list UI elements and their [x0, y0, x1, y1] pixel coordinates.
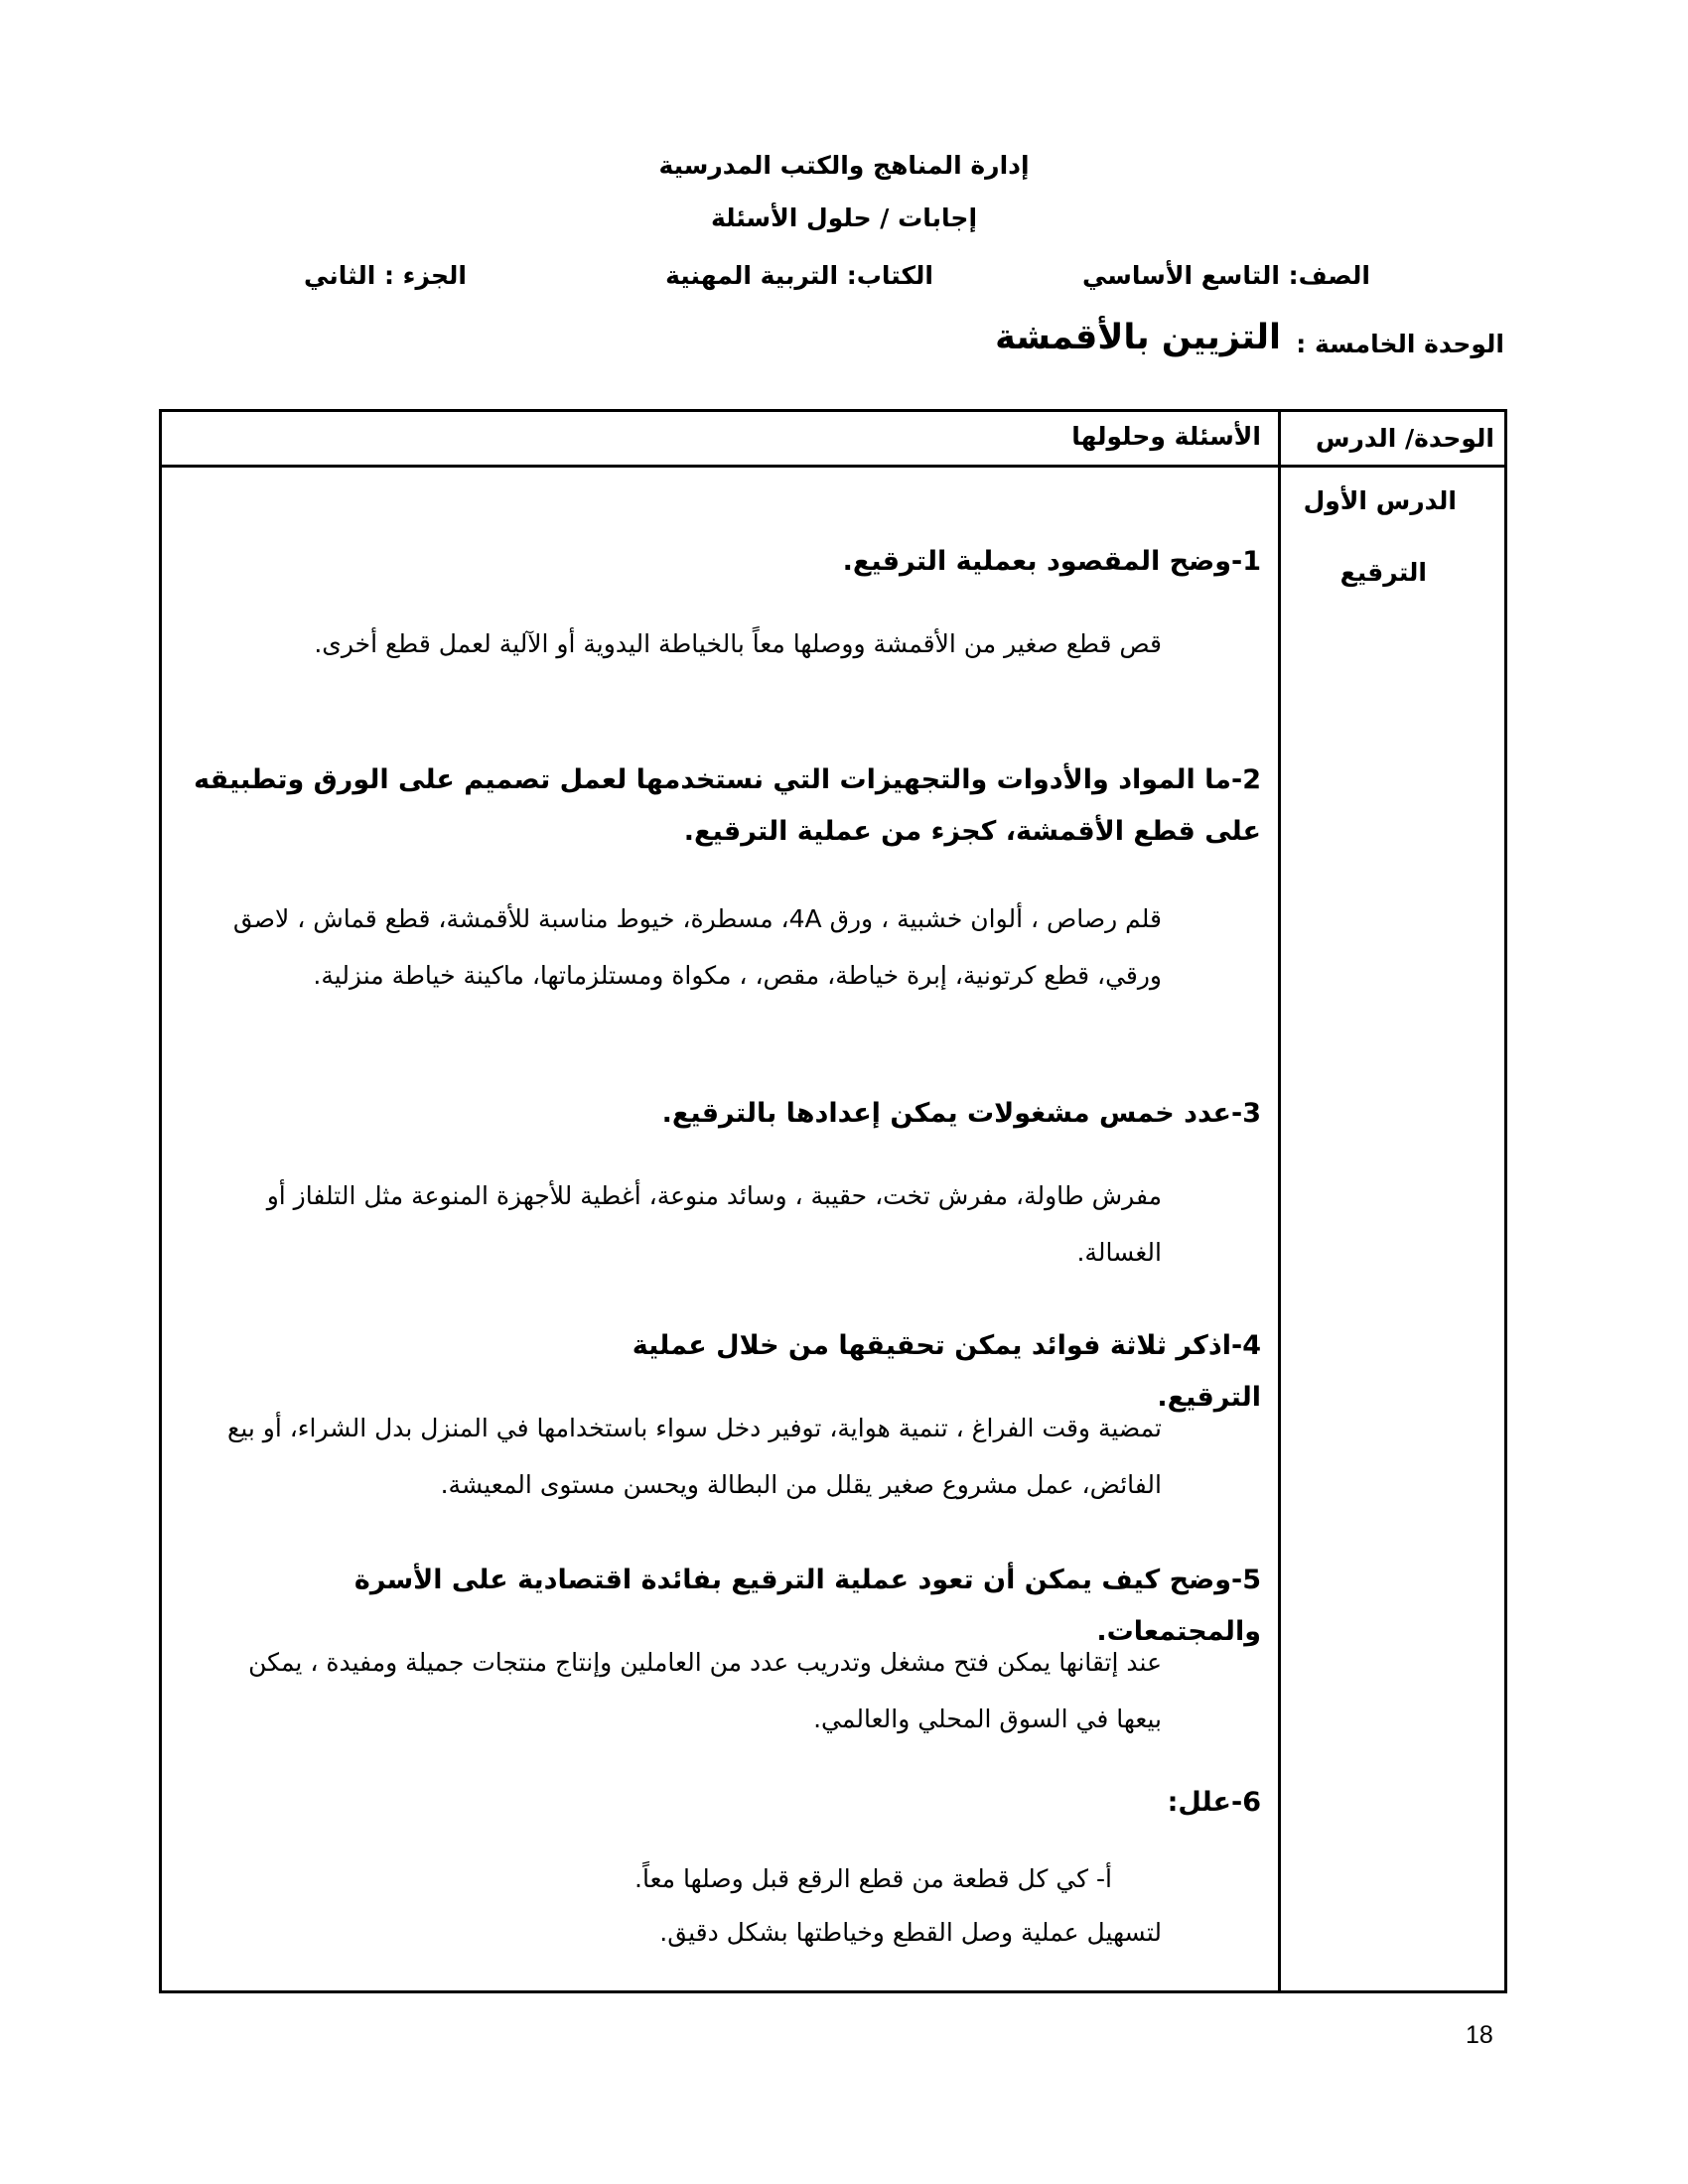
- column-divider: [1278, 412, 1281, 1990]
- lesson-name: الترقيع: [1339, 558, 1427, 587]
- question-5: 5-وضح كيف يمكن أن تعود عملية الترقيع بفائدة اقتصادية على الأسرة والمجتمعات.: [353, 1565, 1261, 1647]
- answer-4: تمضية وقت الفراغ ، تنمية هواية، توفير دخل سواء باستخدامها في المنزل بدل الشراء، أو بيع الفائض، عمل مشروع صغير يقلل من البطالة ويحسن مستوى المعيشة.: [227, 1414, 1162, 1499]
- unit-title: التزيين بالأقمشة: [995, 318, 1281, 357]
- question-4: 4-اذكر ثلاثة فوائد يمكن تحقيقها من خلال عملية الترقيع.: [632, 1330, 1261, 1413]
- question-3: 3-عدد خمس مشغولات يمكن إعدادها بالترقيع.: [661, 1098, 1261, 1129]
- question-1: 1-وضح المقصود بعملية الترقيع.: [842, 546, 1261, 577]
- answer-1: قص قطع صغير من الأقمشة ووصلها معاً بالخياطة اليدوية أو الآلية لعمل قطع أخرى.: [314, 629, 1162, 658]
- unit-label: الوحدة الخامسة :: [1296, 330, 1504, 358]
- question-2: 2-ما المواد والأدوات والتجهيزات التي نستخدمها لعمل تصميم على الورق وتطبيقه على قطع الأقمشة، كجزء من عملية الترقيع.: [194, 764, 1261, 847]
- column-header-questions: الأسئلة وحلولها: [1071, 422, 1261, 451]
- answer-5: عند إتقانها يمكن فتح مشغل وتدريب عدد من العاملين وإنتاج منتجات جميلة ومفيدة ، يمكن بيعها في السوق المحلي والعالمي.: [248, 1648, 1162, 1733]
- answer-6b: لتسهيل عملية وصل القطع وخياطتها بشكل دقيق.: [659, 1918, 1162, 1947]
- lesson-number: الدرس الأول: [1303, 486, 1457, 515]
- column-header-lesson: الوحدة/ الدرس: [1316, 424, 1494, 453]
- answer-3: مفرش طاولة، مفرش تخت، حقيبة ، وسائد منوعة، أغطية للأجهزة المنوعة مثل التلفاز أو الغسالة.: [266, 1181, 1162, 1267]
- question-6: 6-علل:: [1167, 1787, 1261, 1818]
- grade-label: الصف: التاسع الأساسي: [1081, 261, 1370, 290]
- part-label: الجزء : الثاني: [304, 261, 467, 290]
- answer-2: قلم رصاص ، ألوان خشبية ، ورق 4A، مسطرة، خيوط مناسبة للأقمشة، قطع قماش ، لاصق ورقي، قطع كرتونية، إبرة خياطة، مقص، ، مكواة ومستلزماتها، ماكينة خياطة منزلية.: [232, 904, 1162, 990]
- header-divider: [162, 465, 1504, 468]
- answer-6a: أ- كي كل قطعة من قطع الرقع قبل وصلها معاً.: [634, 1864, 1112, 1893]
- document-type: إجابات / حلول الأسئلة: [710, 204, 978, 232]
- page-number: 18: [1466, 2021, 1493, 2049]
- department-title: إدارة المناهج والكتب المدرسية: [658, 151, 1030, 180]
- book-label: الكتاب: التربية المهنية: [665, 261, 933, 290]
